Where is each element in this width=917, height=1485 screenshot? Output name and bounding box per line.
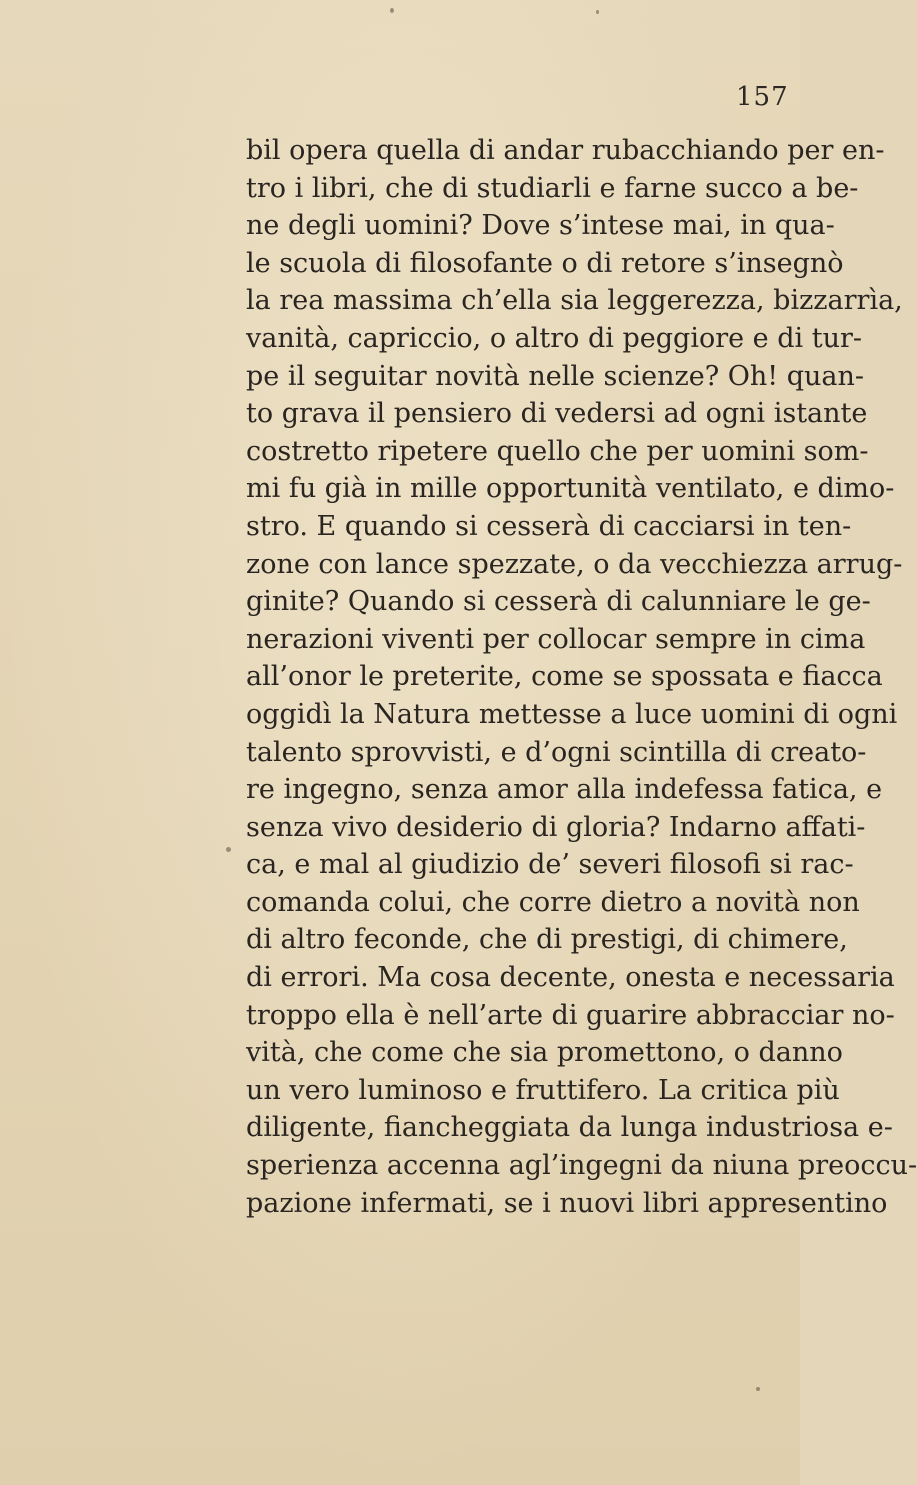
text-line: comanda colui, che corre dietro a novità non	[246, 886, 860, 918]
text-line: ginite? Quando si cesserà di calunniare le ge-	[246, 586, 871, 618]
ink-speck	[596, 10, 599, 14]
text-line: costretto ripetere quello che per uomini som-	[246, 435, 869, 467]
text-line: re ingegno, senza amor alla indefessa fatica, e	[246, 774, 883, 806]
text-line: stro. E quando si cesserà di cacciarsi in ten-	[246, 510, 852, 542]
text-line: un vero luminoso e fruttifero. La critica più	[246, 1074, 840, 1106]
text-line: tro i libri, che di studiarli e farne succo a be-	[246, 172, 859, 204]
text-line: nerazioni viventi per collocar sempre in cima	[246, 623, 866, 655]
text-line: troppo ella è nell’arte di guarire abbracciar no-	[246, 999, 895, 1031]
body-text	[246, 132, 917, 1222]
text-line: ca, e mal al giudizio de’ severi filosofi si rac-	[246, 849, 854, 881]
text-line: all’onor le preterite, come se spossata e fiacca	[246, 661, 883, 693]
text-line: di errori. Ma cosa decente, onesta e necessaria	[246, 962, 895, 994]
text-line: pazione infermati, se i nuovi libri appresentino	[246, 1187, 888, 1219]
text-line: oggidì la Natura mettesse a luce uomini di ogni	[246, 698, 898, 730]
text-line: di altro feconde, che di prestigi, di chimere,	[246, 924, 848, 956]
text-line: to grava il pensiero di vedersi ad ogni istante	[246, 398, 868, 430]
text-line: le scuola di filosofante o di retore s’insegnò	[246, 247, 844, 279]
text-line: ne degli uomini? Dove s’intese mai, in qua-	[246, 210, 835, 242]
text-line: la rea massima ch’ella sia leggerezza, bizzarrìa,	[246, 285, 903, 317]
text-line: sperienza accenna agl’ingegni da niuna preoccu-	[246, 1150, 917, 1182]
text-line: vanità, capriccio, o altro di peggiore e di tur-	[246, 322, 863, 354]
text-line: talento sprovvisti, e d’ogni scintilla di creato-	[246, 736, 867, 768]
text-line: vità, che come che sia promettono, o danno	[246, 1037, 843, 1069]
text-line: pe il seguitar novità nelle scienze? Oh! quan-	[246, 360, 865, 392]
text-line: senza vivo desiderio di gloria? Indarno affati-	[246, 811, 866, 843]
text-line: bil opera quella di andar rubacchiando per en-	[246, 135, 885, 166]
ink-speck	[756, 1387, 760, 1391]
ink-speck	[226, 847, 231, 852]
text-line: mi fu già in mille opportunità ventilato, e dimo-	[246, 473, 895, 505]
page-number: 157	[736, 82, 789, 112]
text-line: zone con lance spezzate, o da vecchiezza arrug-	[246, 548, 903, 580]
ink-speck	[390, 8, 394, 13]
text-line: diligente, fiancheggiata da lunga industriosa e-	[246, 1112, 893, 1144]
